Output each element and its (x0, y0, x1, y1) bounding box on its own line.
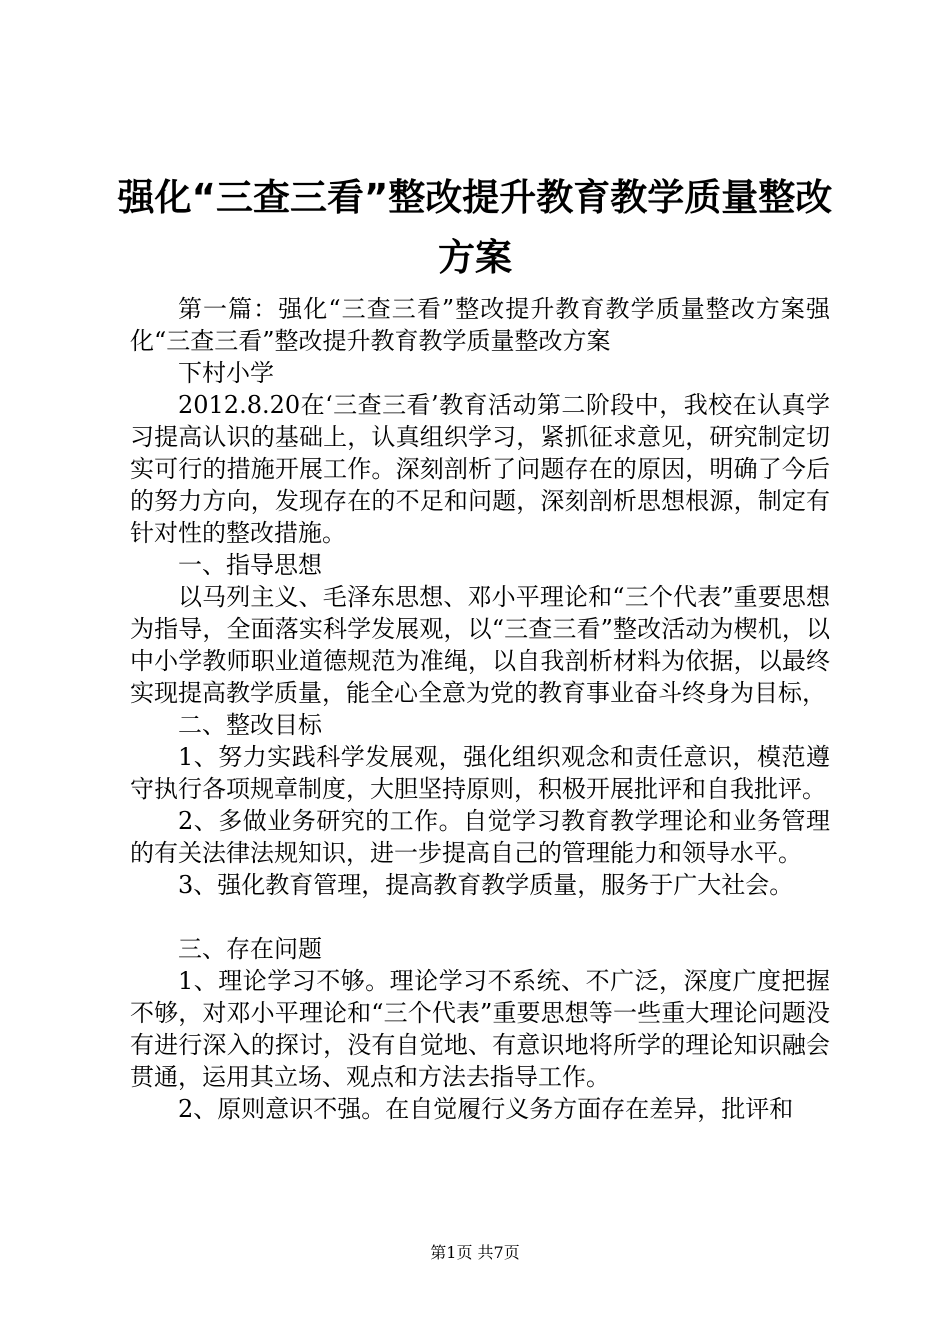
blank-line (130, 901, 830, 933)
section-heading-guiding-thought: 一、指导思想 (178, 551, 322, 579)
paragraph-problem-1: 1、理论学习不够。理论学习不系统、不广泛，深度广度把握不够，对邓小平理论和“三个代表”重要思想等一些重大理论问题没有进行深入的探讨，没有自觉地、有意识地将所学的理论知识融会贯通，运用其立场、观点和方法去指导工作。 (130, 967, 830, 1091)
paragraph-intro: 第一篇：强化“三查三看”整改提升教育教学质量整改方案强化“三查三看”整改提升教育教学质量整改方案 (130, 295, 830, 355)
section-heading-problems: 三、存在问题 (178, 935, 322, 963)
paragraph-background: 2012.8.20在‘三查三看’教育活动第二阶段中，我校在认真学习提高认识的基础上，认真组织学习，紧抓征求意见，研究制定切实可行的措施开展工作。深刻剖析了问题存在的原因，明确了今后的努力方向，发现存在的不足和问题，深刻剖析思想根源，制定有针对性的整改措施。 (130, 391, 830, 547)
paragraph-goal-3: 3、强化教育管理，提高教育教学质量，服务于广大社会。 (178, 871, 794, 899)
page-footer: 第1页 共7页 (430, 1243, 520, 1262)
document-body (130, 293, 830, 1125)
paragraph-problem-2: 2、原则意识不强。在自觉履行义务方面存在差异，批评和 (178, 1095, 794, 1123)
paragraph-goal-1: 1、努力实践科学发展观，强化组织观念和责任意识，模范遵守执行各项规章制度，大胆坚持原则，积极开展批评和自我批评。 (130, 743, 830, 803)
paragraph-school: 下村小学 (178, 359, 274, 387)
document-title: 强化“三查三看”整改提升教育教学质量整改方案 (117, 176, 833, 279)
paragraph-goal-2: 2、多做业务研究的工作。自觉学习教育教学理论和业务管理的有关法律法规知识，进一步提高自己的管理能力和领导水平。 (130, 807, 830, 867)
section-heading-goals: 二、整改目标 (178, 711, 322, 739)
paragraph-guiding-thought: 以马列主义、毛泽东思想、邓小平理论和“三个代表”重要思想为指导，全面落实科学发展观，以“三查三看”整改活动为楔机，以中小学教师职业道德规范为准绳，以自我剖析材料为依据，以最终实现提高教学质量，能全心全意为党的教育事业奋斗终身为目标， (130, 583, 830, 707)
